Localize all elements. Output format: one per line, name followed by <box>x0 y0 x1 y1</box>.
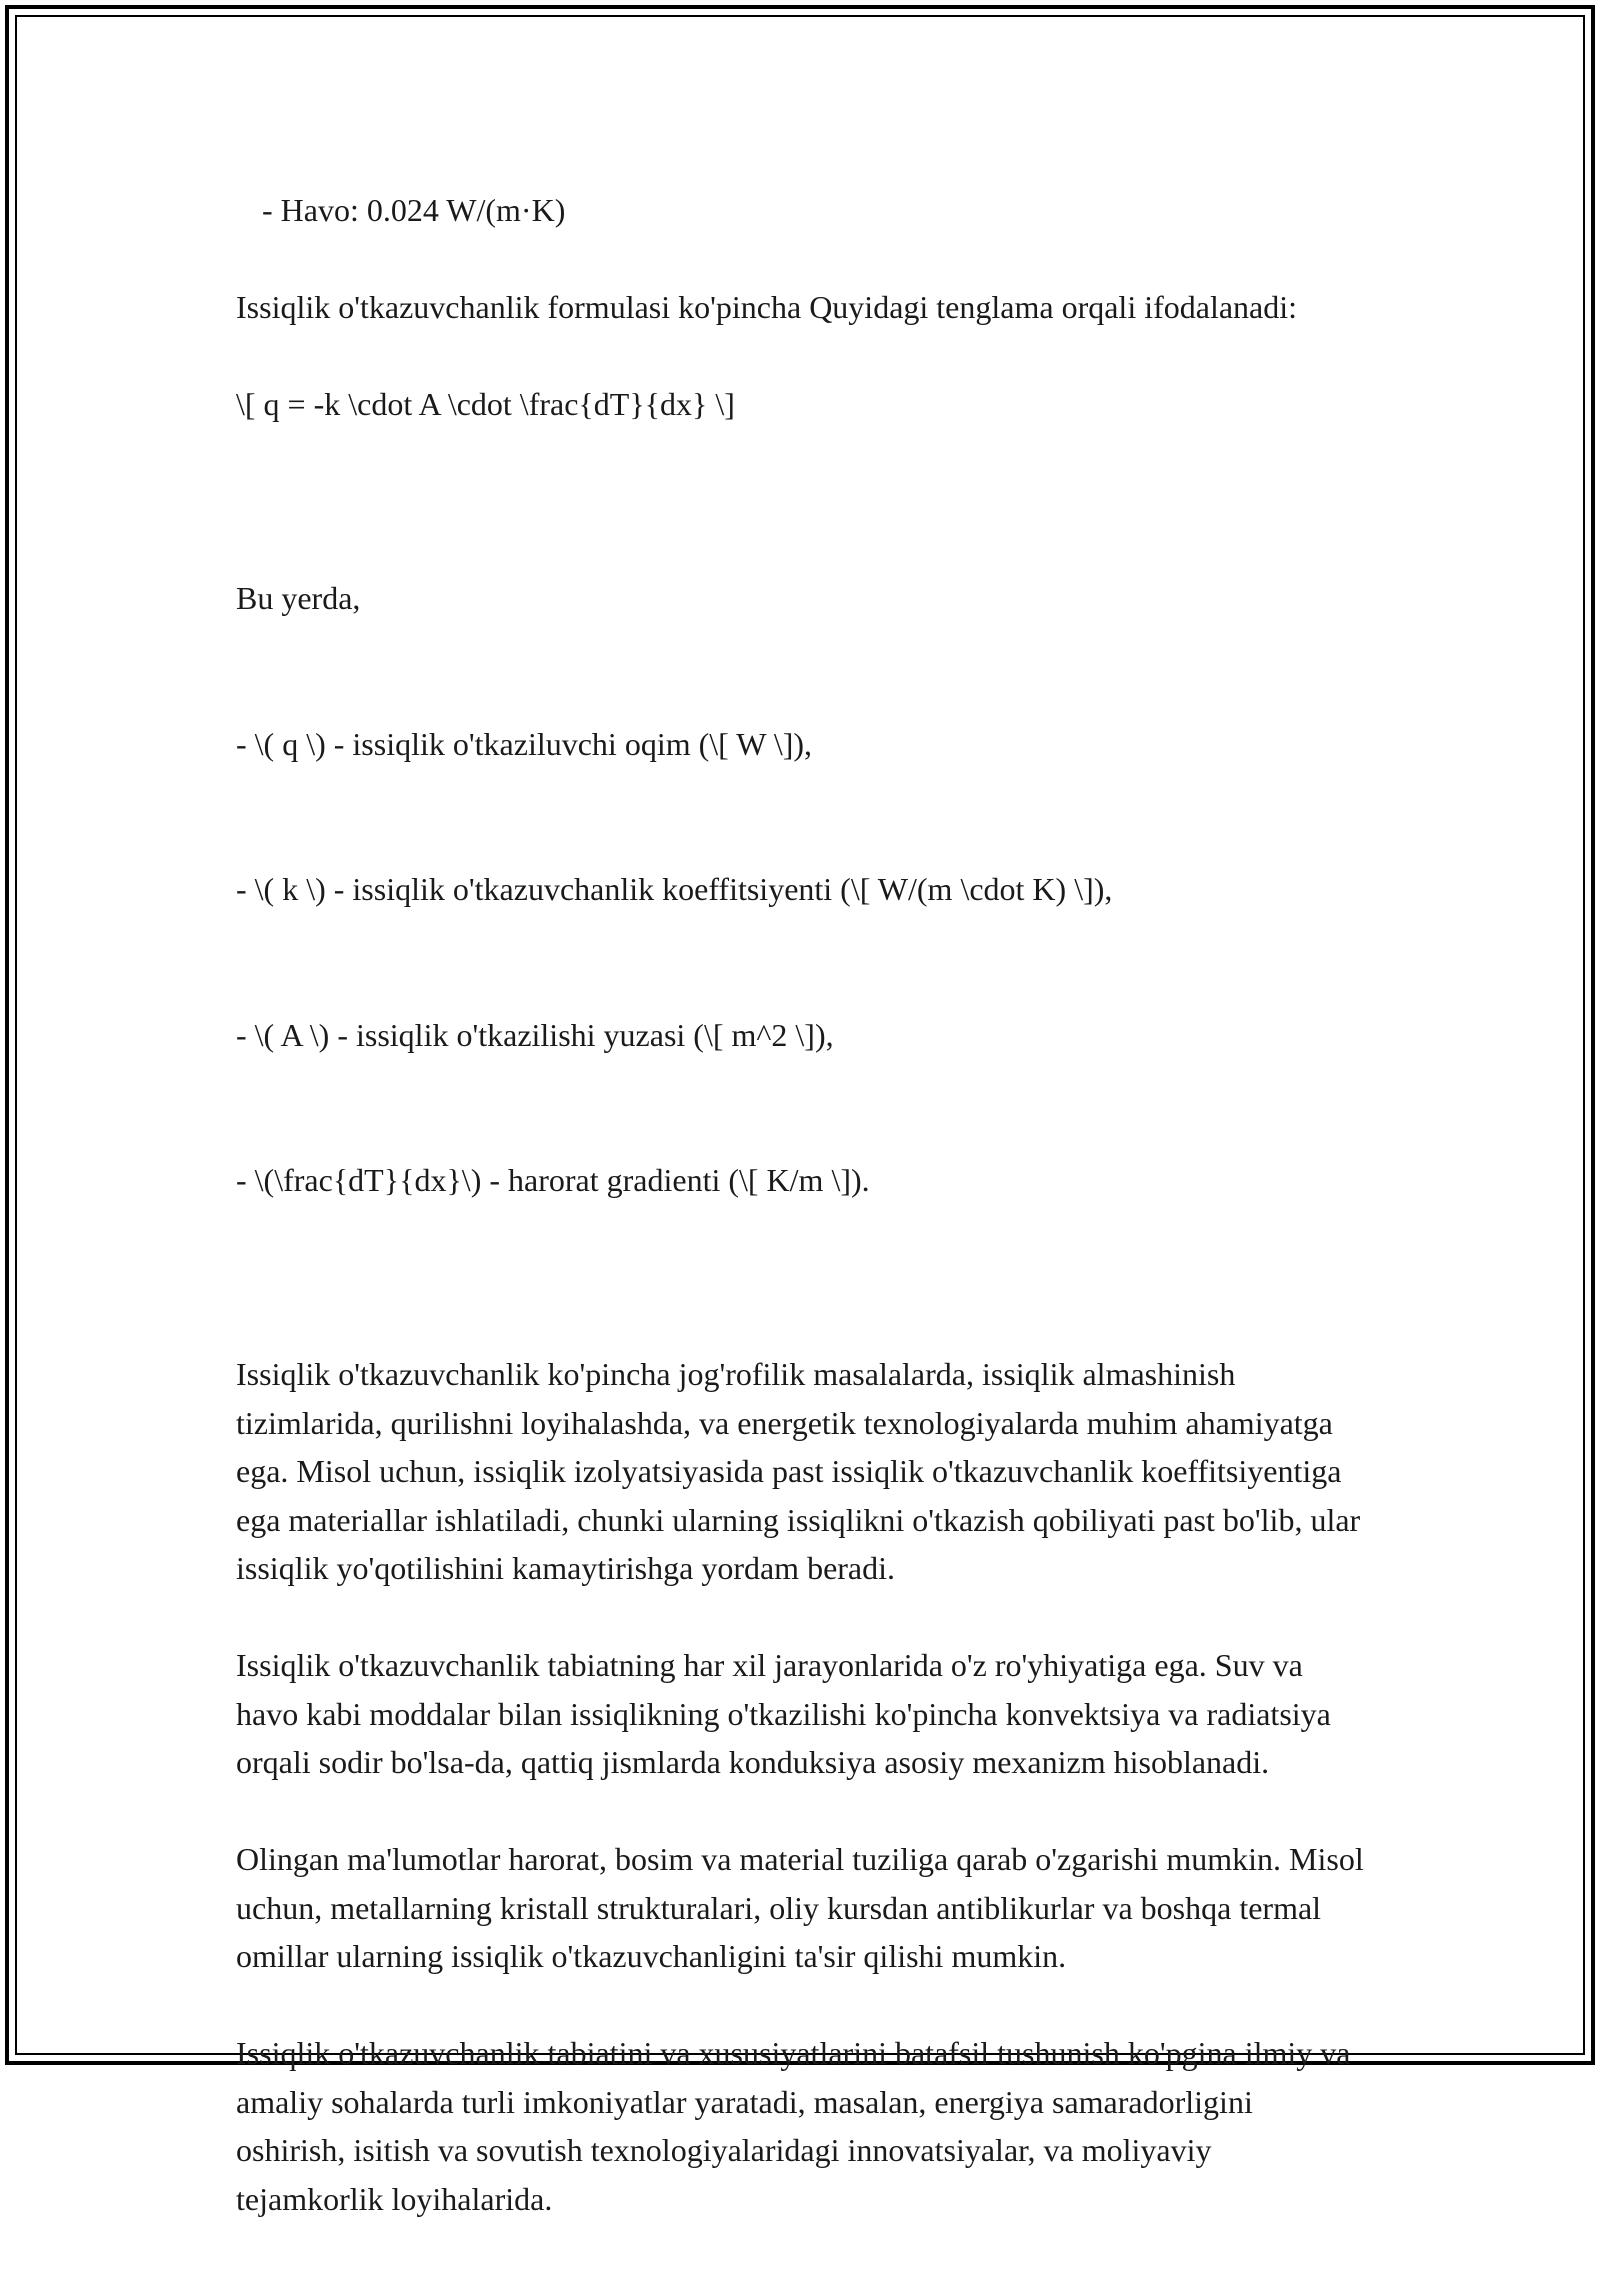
formula-intro-paragraph: Issiqlik o'tkazuvchanlik formulasi ko'pincha Quyidagi tenglama orqali ifodalanadi: <box>236 289 1298 325</box>
paragraph-conclusion: Issiqlik o'tkazuvchanlik tabiatini va xususiyatlarini batafsil tushunish ko'pgina ilmiy va amaliy sohalarda turli imkoniyatlar yaratadi, masalan, energiya samaradorligini oshirish, isitish va sovutish texnologiyalaridagi innovatsiyalar, va moliyaviy tejamkorlik loyihalarida. <box>236 2035 1359 2217</box>
definition-item-q: - \( q \) - issiqlik o'tkaziluvchi oqim (\[ W \]), <box>236 725 813 762</box>
paragraph-applications: Issiqlik o'tkazuvchanlik ko'pincha jog'rofilik masalalarda, issiqlik almashinish tizimlarida, qurilishni loyihalashda, va energetik texnologiyalarda muhim ahamiyatga ega. Misol uchun, issiqlik izolyatsiyasida past issiqlik o'tkazuvchanlik koeffitsiyentiga ega materiallar ishlatiladi, chunki ularning issiqlikni o'tkazish qobiliyati past bo'lib, ular issiqlik yo'qotilishini kamaytirishga yordam beradi. <box>236 1356 1369 1586</box>
paragraph-factors: Olingan ma'lumotlar harorat, bosim va material tuziliga qarab o'zgarishi mumkin. Misol uchun, metallarning kristall strukturalari, oliy kursdan antiblikurlar va boshqa termal omillar ularning issiqlik o'tkazuvchanligini ta'sir qilishi mumkin. <box>236 1841 1372 1974</box>
document-body <box>236 186 1372 2272</box>
paragraph-nature: Issiqlik o'tkazuvchanlik tabiatning har xil jarayonlarida o'z ro'yhiyatiga ega. Suv va havo kabi moddalar bilan issiqlikning o'tkazilishi ko'pincha konvektsiya va radiatsiya orqali sodir bo'lsa-da, qattiq jismlarda konduksiya asosiy mexanizm hisoblanadi. <box>236 1647 1339 1780</box>
definition-item-k: - \( k \) - issiqlik o'tkazuvchanlik koeffitsiyenti (\[ W/(m \cdot K) \]), <box>236 871 1113 907</box>
definitions-heading: Bu yerda, <box>236 580 361 616</box>
definition-item-a: - \( A \) - issiqlik o'tkazilishi yuzasi (\[ m^2 \]), <box>236 1016 834 1053</box>
formula: \[ q = -k \cdot A \cdot \frac{dT}{dx} \] <box>236 386 735 422</box>
definitions-block <box>236 477 1366 1302</box>
definition-item-gradient: - \(\frac{dT}{dx}\) - harorat gradienti (\[ K/m \]). <box>236 1162 870 1198</box>
list-item-air-conductivity: - Havo: 0.024 W/(m·K) <box>262 192 566 228</box>
